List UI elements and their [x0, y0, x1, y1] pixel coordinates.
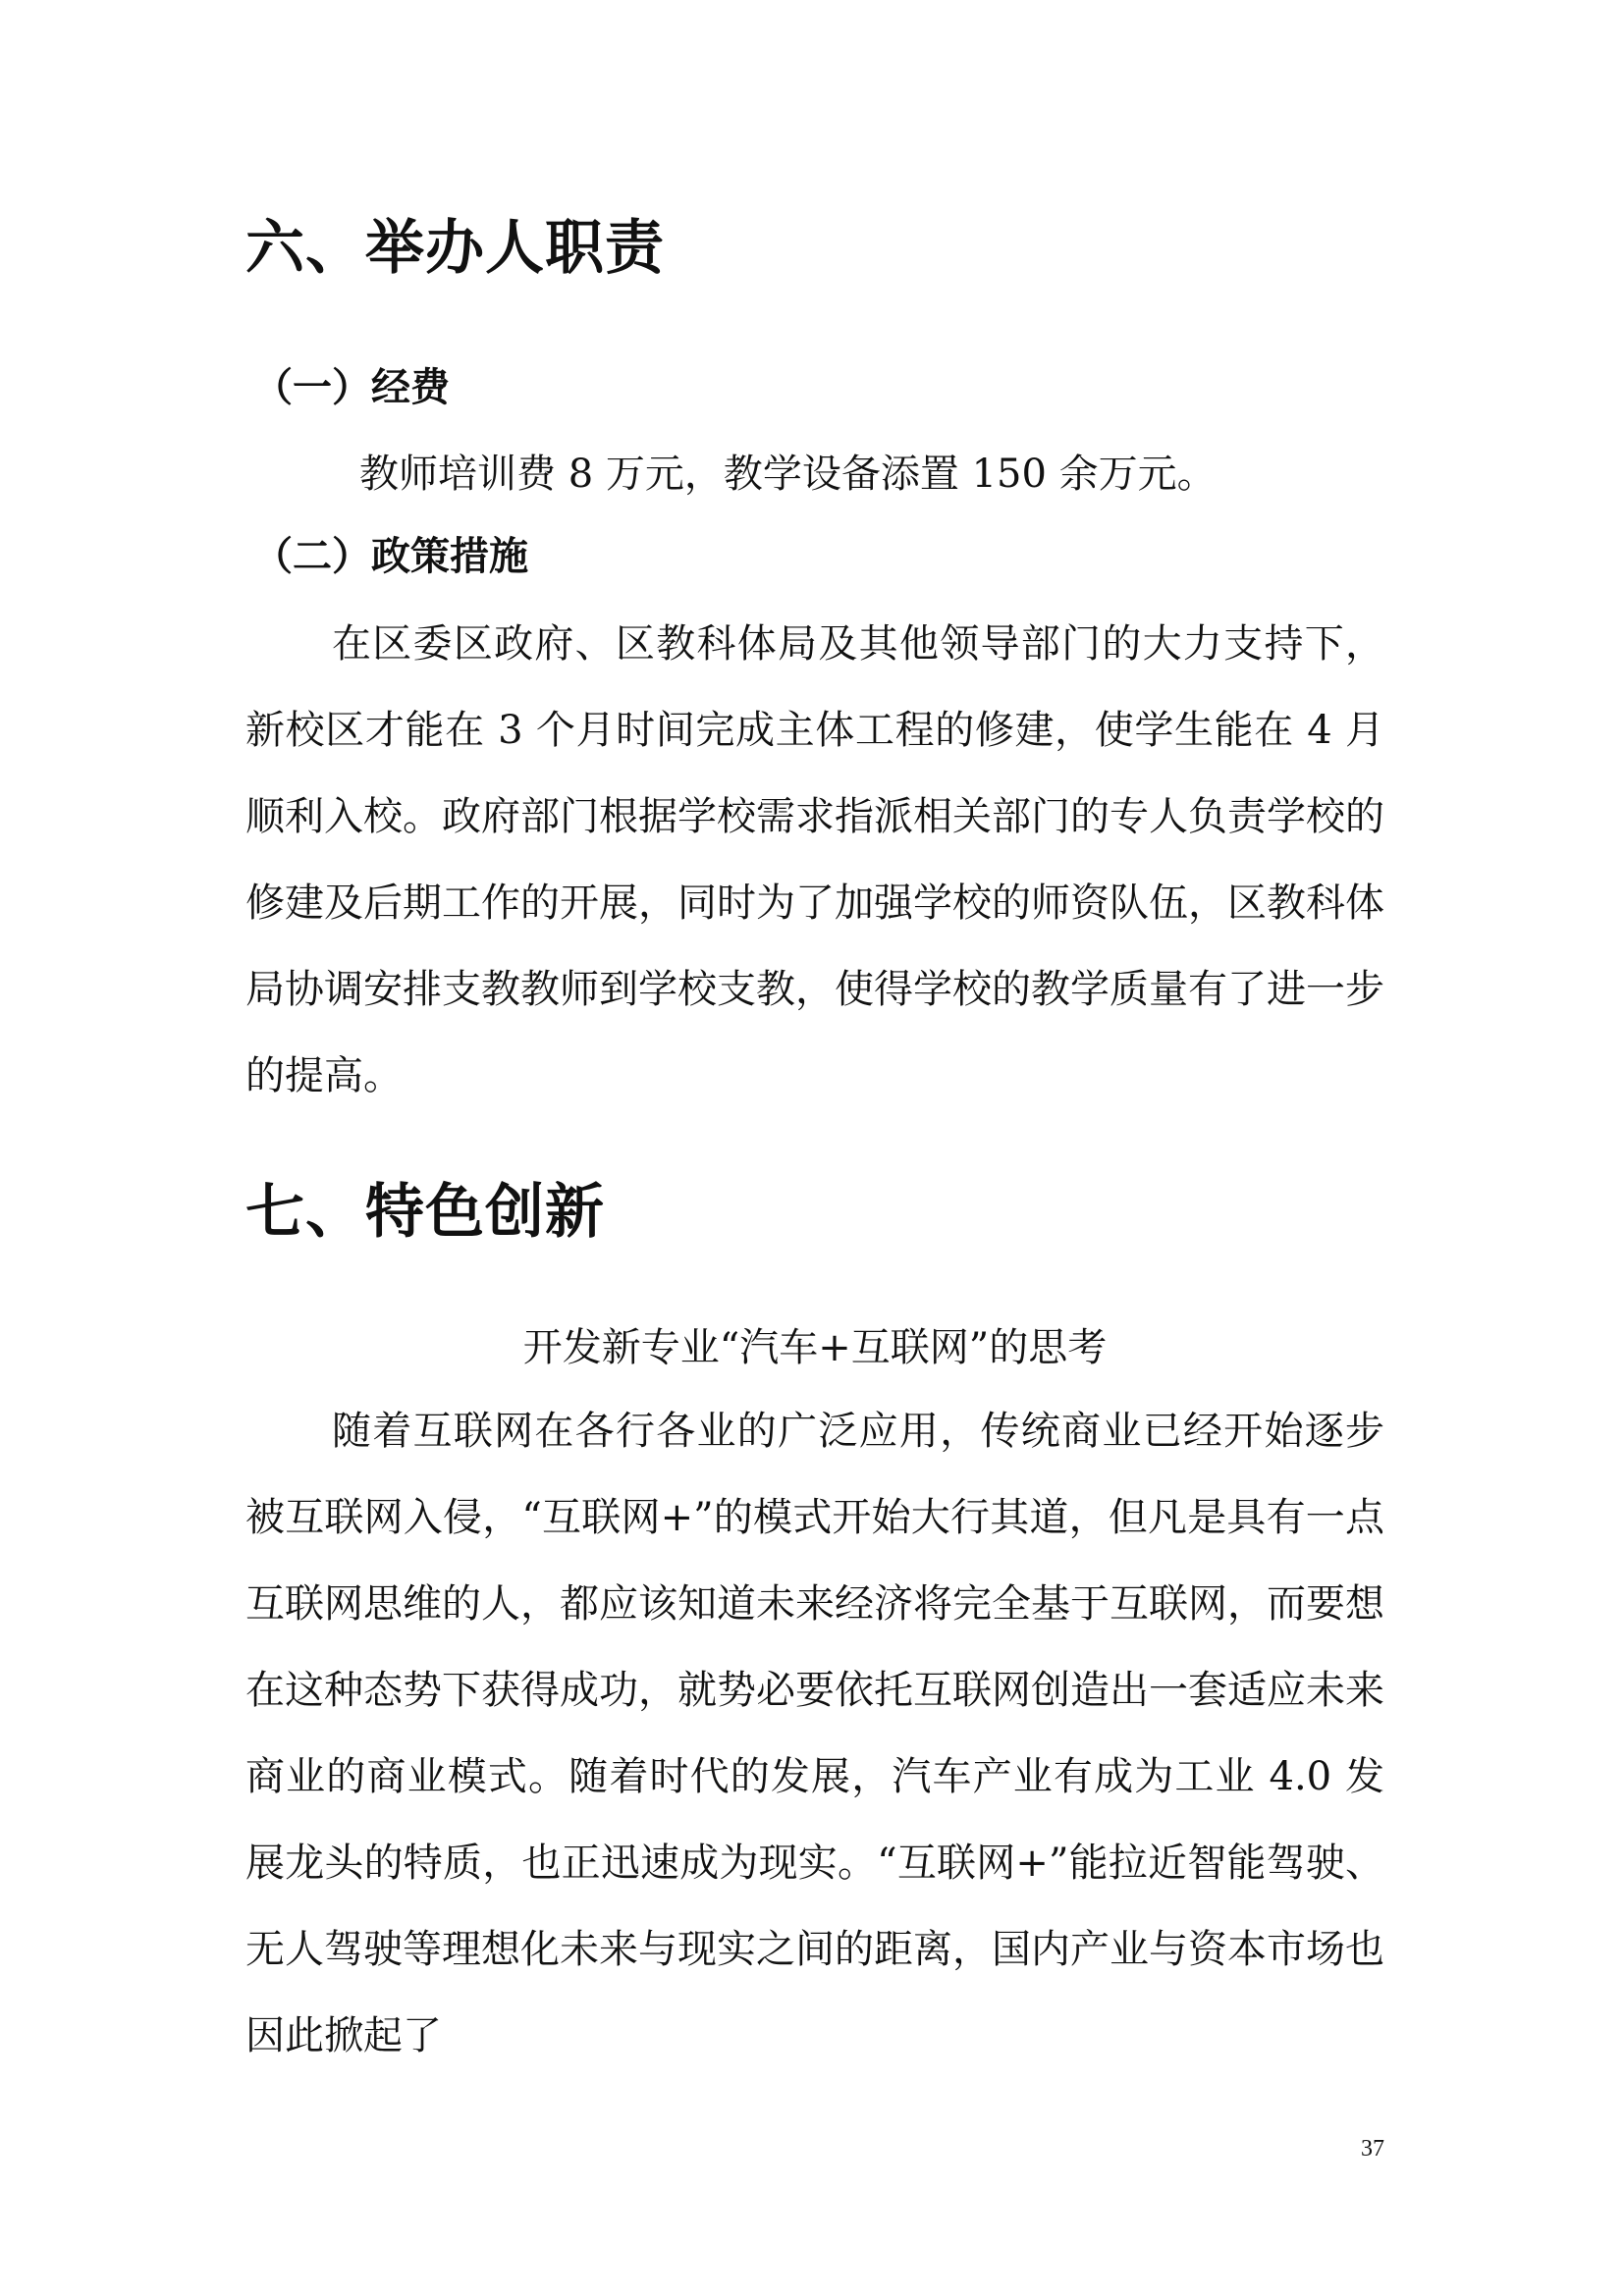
subsection-policy-heading: （二）政策措施: [253, 534, 528, 579]
article-title: 开发新专业“汽车+互联网”的思考: [522, 1325, 1108, 1370]
policy-paragraph: 在区委区政府、区教科体局及其他领导部门的大力支持下，新校区才能在 3 个月时间完成主体工程的修建，使学生能在 4 月顺利入校。政府部门根据学校需求指派相关部门的专人负责学校的修建及后期工作的开展，同时为了加强学校的师资队伍，区教科体局协调安排支教教师到学校支教，使得学校的教学质量有了进一步的提高。: [245, 621, 1384, 1098]
section-6-heading: 六、举办人职责: [245, 214, 665, 283]
subsection-funding-heading: （一）经费: [253, 365, 450, 410]
page-number: 37: [1361, 2136, 1384, 2162]
funding-text: 教师培训费 8 万元，教学设备添置 150 余万元。: [359, 452, 1217, 497]
section-7-heading: 七、特色创新: [245, 1178, 605, 1247]
innovation-paragraph: 随着互联网在各行各业的广泛应用，传统商业已经开始逐步被互联网入侵，“互联网+”的模式开始大行其道，但凡是具有一点互联网思维的人，都应该知道未来经济将完全基于互联网，而要想在这种态势下获得成功，就势必要依托互联网创造出一套适应未来商业的商业模式。随着时代的发展，汽车产业有成为工业 4.0 发展龙头的特质，也正迅速成为现实。“互联网+”能拉近智能驾驶、无人驾驶等理想化未来与现实之间的距离，国内产业与资本市场也因此掀起了: [245, 1409, 1384, 2058]
